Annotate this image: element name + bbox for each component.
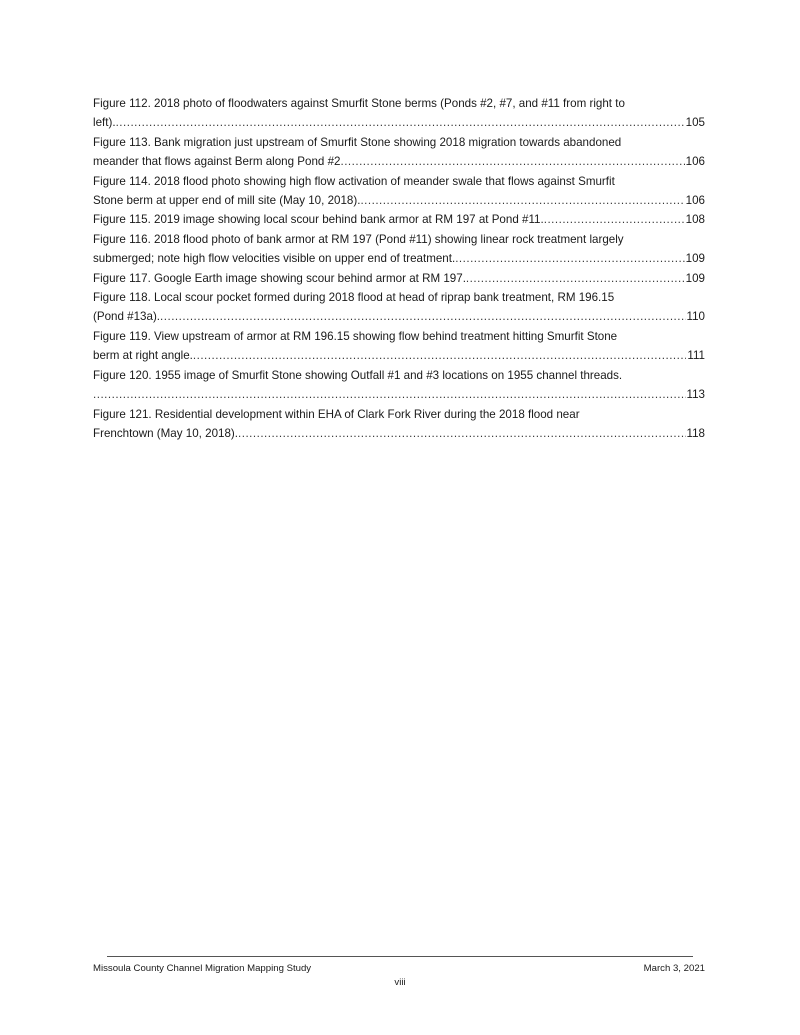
toc-entry-text: Frenchtown (May 10, 2018). <box>93 426 238 440</box>
toc-entry-text: Figure 120. 1955 image of Smurfit Stone showing Outfall #1 and #3 locations on 1955 channel threads. <box>93 368 623 382</box>
dot-leader <box>116 113 685 132</box>
toc-entry-text: (Pond #13a). <box>93 310 161 324</box>
toc-entry[interactable] <box>93 230 705 269</box>
toc-entry-text: Figure 112. 2018 photo of floodwaters against Smurfit Stone berms (Ponds #2, #7, and #11 from right to <box>93 97 625 110</box>
toc-entry[interactable] <box>93 94 705 133</box>
toc-entry[interactable] <box>93 288 705 327</box>
toc-entry-text: submerged; note high flow velocities visible on upper end of treatment. <box>93 252 456 266</box>
toc-entry-text: Figure 121. Residential development within EHA of Clark Fork River during the 2018 flood near <box>93 407 580 421</box>
toc-page-number: 106 <box>685 194 705 208</box>
toc-entry-text: Figure 119. View upstream of armor at RM 196.15 showing flow behind treatment hitting Smurfit Stone <box>93 329 618 343</box>
toc-entry[interactable] <box>93 133 705 172</box>
dot-leader <box>360 191 684 210</box>
toc-entry-text: berm at right angle. <box>93 349 193 363</box>
toc-entry[interactable] <box>93 172 705 211</box>
toc-page-number: 106 <box>685 155 705 169</box>
toc-entry-text: Figure 116. 2018 flood photo of bank armor at RM 197 (Pond #11) showing linear rock treatment largely <box>93 232 624 246</box>
toc-page-number: 105 <box>685 116 705 130</box>
page-number: viii <box>394 977 406 988</box>
dot-leader <box>340 152 684 171</box>
toc-entry-text: Figure 113. Bank migration just upstream of Smurfit Stone showing 2018 migration towards abandoned <box>93 135 622 149</box>
toc-entry[interactable] <box>93 269 705 288</box>
dot-leader <box>160 307 685 326</box>
toc-page-number: 110 <box>686 310 705 324</box>
dot-leader <box>93 385 686 404</box>
toc-entry-text: Figure 115. 2019 image showing local scour behind bank armor at RM 197 at Pond #11. <box>93 213 544 227</box>
toc-entry-text: left). <box>93 116 116 130</box>
footer-date: March 3, 2021 <box>643 963 705 974</box>
toc-page-number: 113 <box>686 388 705 402</box>
toc-page-number: 108 <box>685 213 705 227</box>
dot-leader <box>193 346 686 365</box>
toc-entry[interactable] <box>93 210 705 229</box>
footer-divider <box>107 956 693 957</box>
toc-entry-text: meander that flows against Berm along Pond #2 <box>93 155 341 169</box>
dot-leader <box>238 424 686 443</box>
toc-entry[interactable] <box>93 327 705 366</box>
footer-document-title: Missoula County Channel Migration Mapping Study <box>93 963 312 974</box>
dot-leader <box>466 269 685 288</box>
toc-page-number: 109 <box>685 271 705 285</box>
dot-leader <box>455 249 684 268</box>
dot-leader <box>544 210 685 229</box>
toc-page-number: 118 <box>686 426 705 440</box>
toc-page-number: 109 <box>685 252 705 266</box>
toc-entry-text: Figure 114. 2018 flood photo showing high flow activation of meander swale that flows against Smurfit <box>93 174 615 188</box>
toc-entry-text: Figure 118. Local scour pocket formed during 2018 flood at head of riprap bank treatment, RM 196.15 <box>93 291 615 305</box>
toc-page-number: 111 <box>687 349 705 363</box>
table-of-figures <box>93 94 705 443</box>
toc-entry[interactable] <box>93 405 705 444</box>
toc-entry[interactable] <box>93 366 705 405</box>
toc-entry-text: Figure 117. Google Earth image showing scour behind armor at RM 197. <box>93 271 466 285</box>
toc-entry-text: Stone berm at upper end of mill site (May 10, 2018). <box>93 194 361 208</box>
